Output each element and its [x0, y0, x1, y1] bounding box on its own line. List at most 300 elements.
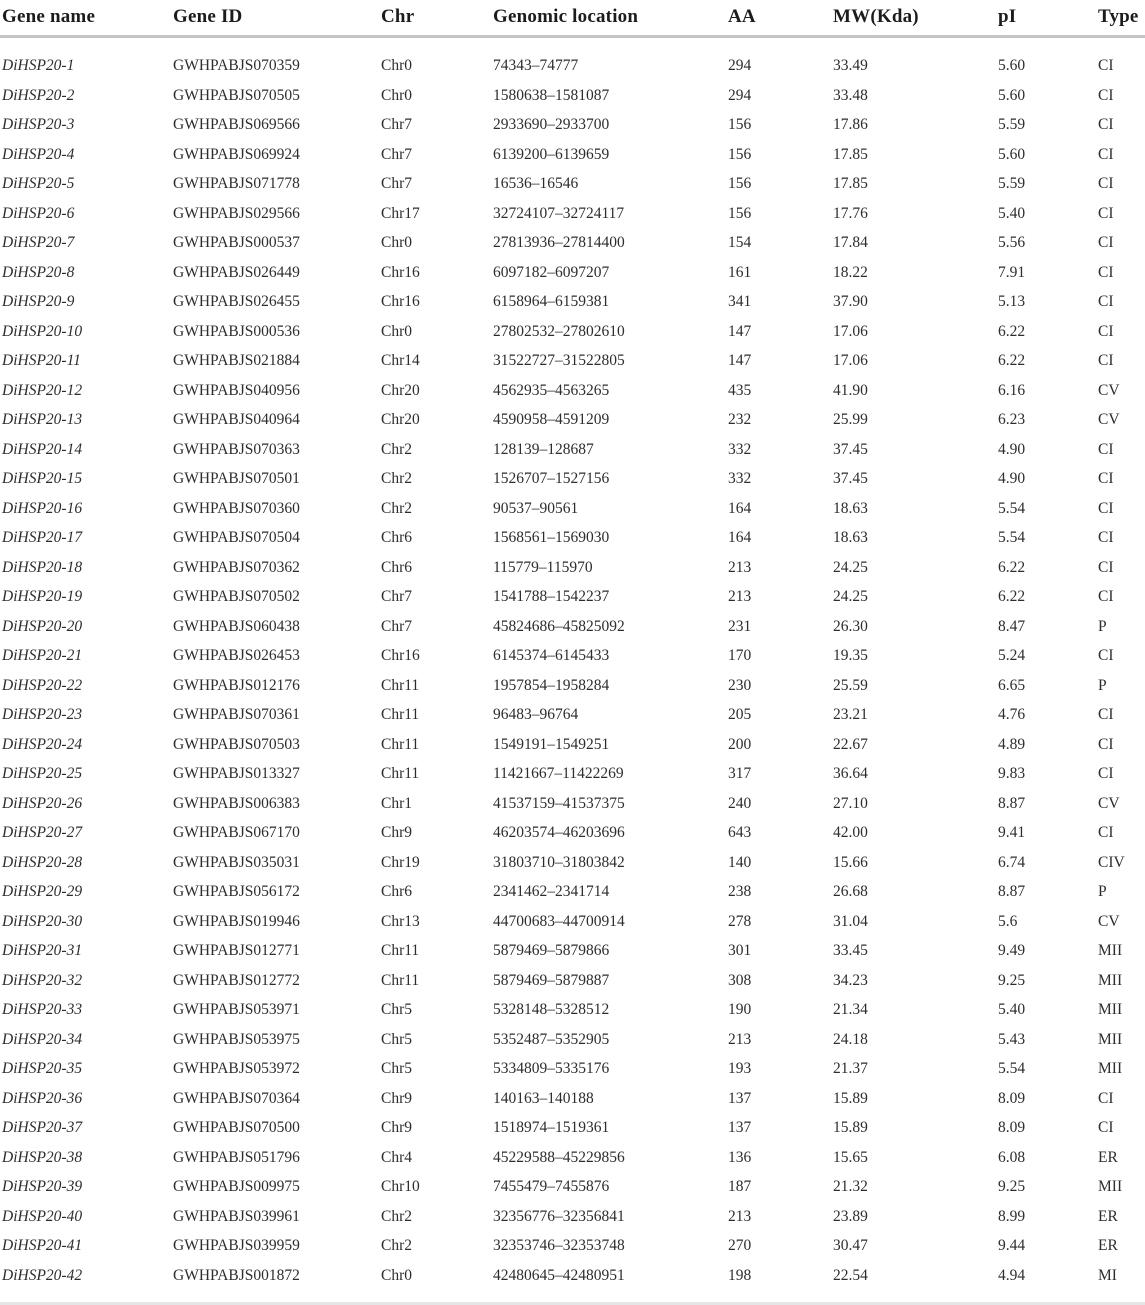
cell-gene-id: GWHPABJS040964: [173, 411, 300, 428]
cell-gene-id: GWHPABJS026449: [173, 263, 300, 281]
cell-mw: 15.66: [833, 853, 868, 871]
cell-pi: 8.87: [998, 883, 1026, 900]
cell-gene-id: GWHPABJS035031: [173, 853, 300, 871]
cell-mw: 18.22: [833, 263, 868, 281]
cell-chr: Chr13: [381, 912, 420, 930]
cell-gene-name: DiHSP20-8: [2, 263, 75, 281]
cell-chr: Chr16: [381, 263, 420, 281]
cell-gene-id: GWHPABJS012772: [173, 971, 300, 989]
cell-pi: 5.60: [998, 86, 1026, 104]
cell-chr: Chr5: [381, 1001, 412, 1018]
cell-aa: 213: [728, 558, 752, 576]
cell-type: CI: [1098, 57, 1114, 74]
cell-gene-name: DiHSP20-12: [2, 381, 83, 399]
table-row: [0, 1084, 1145, 1114]
table-row: [0, 287, 1145, 317]
cell-gene-name: DiHSP20-19: [2, 588, 83, 605]
table-row: [0, 110, 1145, 140]
cell-type: CV: [1098, 381, 1120, 399]
table-row: [0, 376, 1145, 406]
cell-gene-id: GWHPABJS071778: [173, 175, 300, 192]
cell-gene-name: DiHSP20-40: [2, 1207, 83, 1225]
cell-pi: 8.47: [998, 617, 1026, 635]
cell-mw: 26.30: [833, 617, 868, 635]
cell-gene-id: GWHPABJS070501: [173, 470, 300, 487]
table-row: [0, 1231, 1145, 1261]
cell-gene-id: GWHPABJS070500: [173, 1119, 300, 1136]
cell-gene-id: GWHPABJS070360: [173, 499, 300, 517]
cell-aa: 156: [728, 175, 752, 192]
cell-gene-name: DiHSP20-28: [2, 853, 83, 871]
cell-gene-id: GWHPABJS070361: [173, 706, 300, 723]
cell-genomic-location: 128139–128687: [493, 440, 594, 458]
cell-genomic-location: 115779–115970: [493, 558, 593, 576]
cell-chr: Chr0: [381, 86, 412, 104]
cell-type: P: [1098, 676, 1107, 694]
cell-gene-id: GWHPABJS040956: [173, 381, 300, 399]
cell-type: CI: [1098, 1119, 1114, 1136]
cell-gene-id: GWHPABJS069924: [173, 145, 300, 163]
table-row: [0, 818, 1145, 848]
cell-type: CI: [1098, 765, 1114, 782]
cell-aa: 294: [728, 86, 752, 104]
cell-genomic-location: 46203574–46203696: [493, 824, 625, 841]
table-row: [0, 169, 1145, 199]
cell-chr: Chr10: [381, 1178, 420, 1195]
cell-mw: 17.85: [833, 145, 868, 163]
cell-mw: 18.63: [833, 529, 868, 546]
table-row: [0, 405, 1145, 435]
cell-type: CI: [1098, 735, 1114, 753]
cell-aa: 231: [728, 617, 752, 635]
table-row: [0, 346, 1145, 376]
cell-aa: 187: [728, 1178, 752, 1195]
cell-gene-id: GWHPABJS000536: [173, 322, 300, 340]
cell-type: CI: [1098, 234, 1114, 251]
cell-genomic-location: 44700683–44700914: [493, 912, 625, 930]
cell-pi: 5.54: [998, 499, 1026, 517]
cell-type: CI: [1098, 293, 1114, 310]
cell-mw: 21.37: [833, 1060, 868, 1077]
cell-aa: 147: [728, 352, 752, 369]
cell-genomic-location: 5879469–5879887: [493, 971, 610, 989]
table-row: [0, 1261, 1145, 1304]
cell-gene-name: DiHSP20-33: [2, 1001, 83, 1018]
col-header-gene-name: Gene name: [0, 0, 173, 37]
cell-chr: Chr11: [381, 942, 420, 959]
cell-type: P: [1098, 883, 1107, 900]
cell-pi: 5.60: [998, 145, 1026, 163]
cell-gene-id: GWHPABJS070502: [173, 588, 300, 605]
cell-pi: 6.08: [998, 1148, 1026, 1166]
cell-aa: 240: [728, 794, 752, 812]
cell-type: CI: [1098, 175, 1114, 192]
cell-type: CI: [1098, 145, 1114, 163]
table-row: [0, 877, 1145, 907]
cell-mw: 36.64: [833, 765, 868, 782]
table-row: [0, 671, 1145, 701]
cell-gene-id: GWHPABJS060438: [173, 617, 300, 635]
cell-type: CI: [1098, 204, 1114, 222]
cell-chr: Chr0: [381, 57, 412, 74]
table-row: [0, 317, 1145, 347]
cell-aa: 435: [728, 381, 752, 399]
cell-aa: 161: [728, 263, 752, 281]
cell-aa: 164: [728, 529, 752, 546]
cell-genomic-location: 5879469–5879866: [493, 942, 610, 959]
cell-pi: 6.23: [998, 411, 1026, 428]
cell-genomic-location: 1518974–1519361: [493, 1119, 610, 1136]
cell-mw: 31.04: [833, 912, 868, 930]
table-row: [0, 995, 1145, 1025]
cell-chr: Chr1: [381, 794, 412, 812]
cell-genomic-location: 6097182–6097207: [493, 263, 610, 281]
table-row: [0, 641, 1145, 671]
cell-gene-name: DiHSP20-30: [2, 912, 83, 930]
cell-genomic-location: 32353746–32353748: [493, 1237, 625, 1254]
cell-genomic-location: 45229588–45229856: [493, 1148, 625, 1166]
table-row: [0, 435, 1145, 465]
cell-mw: 25.59: [833, 676, 868, 694]
cell-pi: 9.41: [998, 824, 1026, 841]
cell-chr: Chr17: [381, 204, 420, 222]
cell-genomic-location: 90537–90561: [493, 499, 579, 517]
cell-gene-name: DiHSP20-24: [2, 735, 83, 753]
cell-aa: 154: [728, 234, 752, 251]
cell-mw: 18.63: [833, 499, 868, 517]
cell-chr: Chr11: [381, 971, 420, 989]
cell-pi: 4.94: [998, 1266, 1026, 1284]
cell-mw: 17.84: [833, 234, 868, 251]
cell-gene-name: DiHSP20-42: [2, 1266, 83, 1284]
cell-gene-name: DiHSP20-37: [2, 1119, 83, 1136]
cell-mw: 42.00: [833, 824, 868, 841]
cell-gene-id: GWHPABJS067170: [173, 824, 300, 841]
cell-gene-name: DiHSP20-31: [2, 942, 83, 959]
table-row: [0, 612, 1145, 642]
cell-genomic-location: 96483–96764: [493, 706, 579, 723]
cell-genomic-location: 4562935–4563265: [493, 381, 610, 399]
cell-chr: Chr0: [381, 234, 412, 251]
table-row: [0, 1143, 1145, 1173]
cell-pi: 9.83: [998, 765, 1026, 782]
cell-genomic-location: 31522727–31522805: [493, 352, 625, 369]
cell-gene-name: DiHSP20-15: [2, 470, 83, 487]
cell-gene-name: DiHSP20-35: [2, 1060, 83, 1077]
cell-genomic-location: 1541788–1542237: [493, 588, 610, 605]
cell-gene-name: DiHSP20-11: [2, 352, 81, 369]
cell-mw: 37.45: [833, 440, 868, 458]
cell-mw: 24.18: [833, 1030, 868, 1048]
cell-chr: Chr16: [381, 293, 420, 310]
cell-chr: Chr4: [381, 1148, 412, 1166]
cell-mw: 37.45: [833, 470, 868, 487]
cell-type: ER: [1098, 1207, 1118, 1225]
cell-chr: Chr11: [381, 676, 420, 694]
cell-gene-name: DiHSP20-41: [2, 1237, 83, 1254]
cell-gene-id: GWHPABJS070363: [173, 440, 300, 458]
table-row: [0, 37, 1145, 81]
cell-genomic-location: 5328148–5328512: [493, 1001, 610, 1018]
cell-chr: Chr0: [381, 1266, 412, 1284]
cell-aa: 156: [728, 116, 752, 133]
cell-pi: 8.09: [998, 1119, 1026, 1136]
cell-gene-id: GWHPABJS070504: [173, 529, 300, 546]
cell-mw: 34.23: [833, 971, 868, 989]
cell-pi: 9.25: [998, 971, 1026, 989]
cell-chr: Chr7: [381, 145, 412, 163]
cell-chr: Chr5: [381, 1030, 412, 1048]
cell-genomic-location: 4590958–4591209: [493, 411, 610, 428]
cell-type: CI: [1098, 116, 1114, 133]
table-row: [0, 523, 1145, 553]
cell-genomic-location: 41537159–41537375: [493, 794, 625, 812]
cell-chr: Chr2: [381, 1237, 412, 1254]
col-header-aa: AA: [728, 0, 833, 37]
cell-pi: 4.76: [998, 706, 1026, 723]
cell-aa: 643: [728, 824, 752, 841]
cell-chr: Chr7: [381, 588, 412, 605]
cell-gene-id: GWHPABJS021884: [173, 352, 300, 369]
cell-mw: 15.89: [833, 1089, 868, 1107]
cell-chr: Chr2: [381, 499, 412, 517]
cell-aa: 137: [728, 1119, 752, 1136]
cell-chr: Chr14: [381, 352, 420, 369]
cell-gene-name: DiHSP20-5: [2, 175, 75, 192]
cell-gene-name: DiHSP20-29: [2, 883, 83, 900]
cell-type: CI: [1098, 352, 1114, 369]
cell-pi: 5.59: [998, 175, 1026, 192]
cell-chr: Chr2: [381, 470, 412, 487]
cell-genomic-location: 1580638–1581087: [493, 86, 610, 104]
cell-chr: Chr9: [381, 1119, 412, 1136]
cell-type: CI: [1098, 529, 1114, 546]
table-row: [0, 936, 1145, 966]
table-row: [0, 464, 1145, 494]
cell-type: CV: [1098, 794, 1120, 812]
cell-gene-name: DiHSP20-2: [2, 86, 75, 104]
cell-mw: 24.25: [833, 588, 868, 605]
cell-gene-name: DiHSP20-9: [2, 293, 75, 310]
cell-mw: 21.34: [833, 1001, 868, 1018]
cell-mw: 23.89: [833, 1207, 868, 1225]
cell-aa: 332: [728, 470, 752, 487]
cell-genomic-location: 74343–74777: [493, 57, 579, 74]
cell-pi: 9.49: [998, 942, 1026, 959]
cell-chr: Chr11: [381, 735, 420, 753]
cell-pi: 5.13: [998, 293, 1026, 310]
cell-gene-name: DiHSP20-26: [2, 794, 83, 812]
cell-genomic-location: 11421667–11422269: [493, 765, 624, 782]
cell-type: MII: [1098, 942, 1123, 959]
cell-pi: 8.09: [998, 1089, 1026, 1107]
cell-pi: 9.25: [998, 1178, 1026, 1195]
cell-gene-name: DiHSP20-27: [2, 824, 83, 841]
table-row: [0, 1025, 1145, 1055]
cell-gene-id: GWHPABJS053972: [173, 1060, 300, 1077]
cell-type: ER: [1098, 1148, 1118, 1166]
cell-mw: 17.76: [833, 204, 868, 222]
cell-genomic-location: 5334809–5335176: [493, 1060, 610, 1077]
col-header-chr: Chr: [381, 0, 493, 37]
cell-aa: 238: [728, 883, 752, 900]
cell-type: MII: [1098, 1060, 1123, 1077]
cell-chr: Chr20: [381, 411, 420, 428]
table-row: [0, 730, 1145, 760]
cell-aa: 170: [728, 647, 752, 664]
cell-gene-name: DiHSP20-6: [2, 204, 75, 222]
cell-genomic-location: 1526707–1527156: [493, 470, 610, 487]
cell-chr: Chr2: [381, 440, 412, 458]
cell-pi: 6.22: [998, 588, 1026, 605]
cell-type: P: [1098, 617, 1107, 635]
cell-genomic-location: 16536–16546: [493, 175, 579, 192]
cell-gene-name: DiHSP20-4: [2, 145, 75, 163]
table-row: [0, 582, 1145, 612]
cell-pi: 6.16: [998, 381, 1026, 399]
cell-mw: 37.90: [833, 293, 868, 310]
cell-gene-name: DiHSP20-1: [2, 57, 75, 74]
col-header-genomic-location: Genomic location: [493, 0, 728, 37]
cell-genomic-location: 27802532–27802610: [493, 322, 625, 340]
cell-chr: Chr2: [381, 1207, 412, 1225]
cell-type: CV: [1098, 912, 1120, 930]
table-body: [0, 37, 1145, 1304]
col-header-type: Type: [1098, 0, 1145, 37]
cell-pi: 5.60: [998, 57, 1026, 74]
cell-mw: 33.49: [833, 57, 868, 74]
cell-aa: 294: [728, 57, 752, 74]
cell-aa: 137: [728, 1089, 752, 1107]
cell-gene-name: DiHSP20-22: [2, 676, 83, 694]
cell-pi: 7.91: [998, 263, 1026, 281]
cell-gene-id: GWHPABJS051796: [173, 1148, 300, 1166]
cell-chr: Chr20: [381, 381, 420, 399]
cell-mw: 33.48: [833, 86, 868, 104]
cell-mw: 24.25: [833, 558, 868, 576]
cell-aa: 213: [728, 1207, 752, 1225]
table-row: [0, 199, 1145, 229]
cell-chr: Chr6: [381, 529, 412, 546]
cell-chr: Chr0: [381, 322, 412, 340]
table-row: [0, 1202, 1145, 1232]
cell-pi: 5.24: [998, 647, 1026, 664]
cell-genomic-location: 2341462–2341714: [493, 883, 610, 900]
cell-gene-name: DiHSP20-21: [2, 647, 83, 664]
cell-pi: 5.43: [998, 1030, 1026, 1048]
cell-gene-name: DiHSP20-32: [2, 971, 83, 989]
cell-aa: 156: [728, 204, 752, 222]
cell-pi: 5.6: [998, 912, 1018, 930]
cell-chr: Chr9: [381, 1089, 412, 1107]
cell-aa: 147: [728, 322, 752, 340]
cell-type: CI: [1098, 440, 1114, 458]
cell-pi: 5.40: [998, 204, 1026, 222]
cell-aa: 213: [728, 1030, 752, 1048]
cell-pi: 9.44: [998, 1237, 1026, 1254]
cell-gene-id: GWHPABJS009975: [173, 1178, 300, 1195]
cell-mw: 30.47: [833, 1237, 868, 1254]
cell-aa: 213: [728, 588, 752, 605]
cell-gene-name: DiHSP20-36: [2, 1089, 83, 1107]
cell-gene-name: DiHSP20-16: [2, 499, 83, 517]
cell-mw: 21.32: [833, 1178, 868, 1195]
cell-pi: 6.22: [998, 558, 1026, 576]
cell-type: MI: [1098, 1266, 1117, 1284]
cell-gene-name: DiHSP20-39: [2, 1178, 83, 1195]
cell-aa: 190: [728, 1001, 752, 1018]
cell-pi: 8.87: [998, 794, 1026, 812]
cell-type: CI: [1098, 322, 1114, 340]
cell-aa: 308: [728, 971, 752, 989]
cell-pi: 6.22: [998, 322, 1026, 340]
cell-gene-name: DiHSP20-38: [2, 1148, 83, 1166]
cell-gene-name: DiHSP20-20: [2, 617, 83, 635]
cell-mw: 25.99: [833, 411, 868, 428]
table-row: [0, 140, 1145, 170]
cell-pi: 5.59: [998, 116, 1026, 133]
cell-gene-id: GWHPABJS026453: [173, 647, 300, 664]
table-row: [0, 1054, 1145, 1084]
cell-aa: 230: [728, 676, 752, 694]
cell-gene-id: GWHPABJS053975: [173, 1030, 300, 1048]
cell-gene-name: DiHSP20-25: [2, 765, 83, 782]
cell-aa: 270: [728, 1237, 752, 1254]
cell-aa: 332: [728, 440, 752, 458]
cell-aa: 136: [728, 1148, 752, 1166]
col-header-pi: pI: [998, 0, 1098, 37]
cell-chr: Chr19: [381, 853, 420, 871]
cell-aa: 317: [728, 765, 752, 782]
cell-chr: Chr7: [381, 116, 412, 133]
cell-chr: Chr7: [381, 617, 412, 635]
cell-pi: 6.74: [998, 853, 1026, 871]
cell-genomic-location: 140163–140188: [493, 1089, 594, 1107]
table-row: [0, 966, 1145, 996]
col-header-gene-id: Gene ID: [173, 0, 381, 37]
cell-gene-id: GWHPABJS026455: [173, 293, 300, 310]
table-row: [0, 907, 1145, 937]
cell-aa: 198: [728, 1266, 752, 1284]
cell-pi: 4.89: [998, 735, 1026, 753]
cell-gene-id: GWHPABJS053971: [173, 1001, 300, 1018]
table-row: [0, 759, 1145, 789]
cell-type: MII: [1098, 1001, 1123, 1018]
cell-genomic-location: 42480645–42480951: [493, 1266, 625, 1284]
cell-type: CV: [1098, 411, 1120, 428]
cell-mw: 22.67: [833, 735, 868, 753]
cell-type: CI: [1098, 1089, 1114, 1107]
cell-mw: 22.54: [833, 1266, 868, 1284]
cell-aa: 193: [728, 1060, 752, 1077]
cell-mw: 33.45: [833, 942, 868, 959]
cell-chr: Chr11: [381, 765, 420, 782]
cell-genomic-location: 5352487–5352905: [493, 1030, 610, 1048]
cell-gene-id: GWHPABJS013327: [173, 765, 300, 782]
cell-genomic-location: 32724107–32724117: [493, 204, 625, 222]
cell-gene-name: DiHSP20-23: [2, 706, 83, 723]
cell-genomic-location: 2933690–2933700: [493, 116, 610, 133]
table-row: [0, 848, 1145, 878]
cell-aa: 278: [728, 912, 752, 930]
cell-gene-id: GWHPABJS039961: [173, 1207, 300, 1225]
cell-gene-id: GWHPABJS001872: [173, 1266, 300, 1284]
cell-genomic-location: 1549191–1549251: [493, 735, 610, 753]
cell-type: MII: [1098, 1030, 1123, 1048]
cell-pi: 4.90: [998, 470, 1026, 487]
cell-gene-id: GWHPABJS069566: [173, 116, 300, 133]
cell-genomic-location: 1957854–1958284: [493, 676, 610, 694]
